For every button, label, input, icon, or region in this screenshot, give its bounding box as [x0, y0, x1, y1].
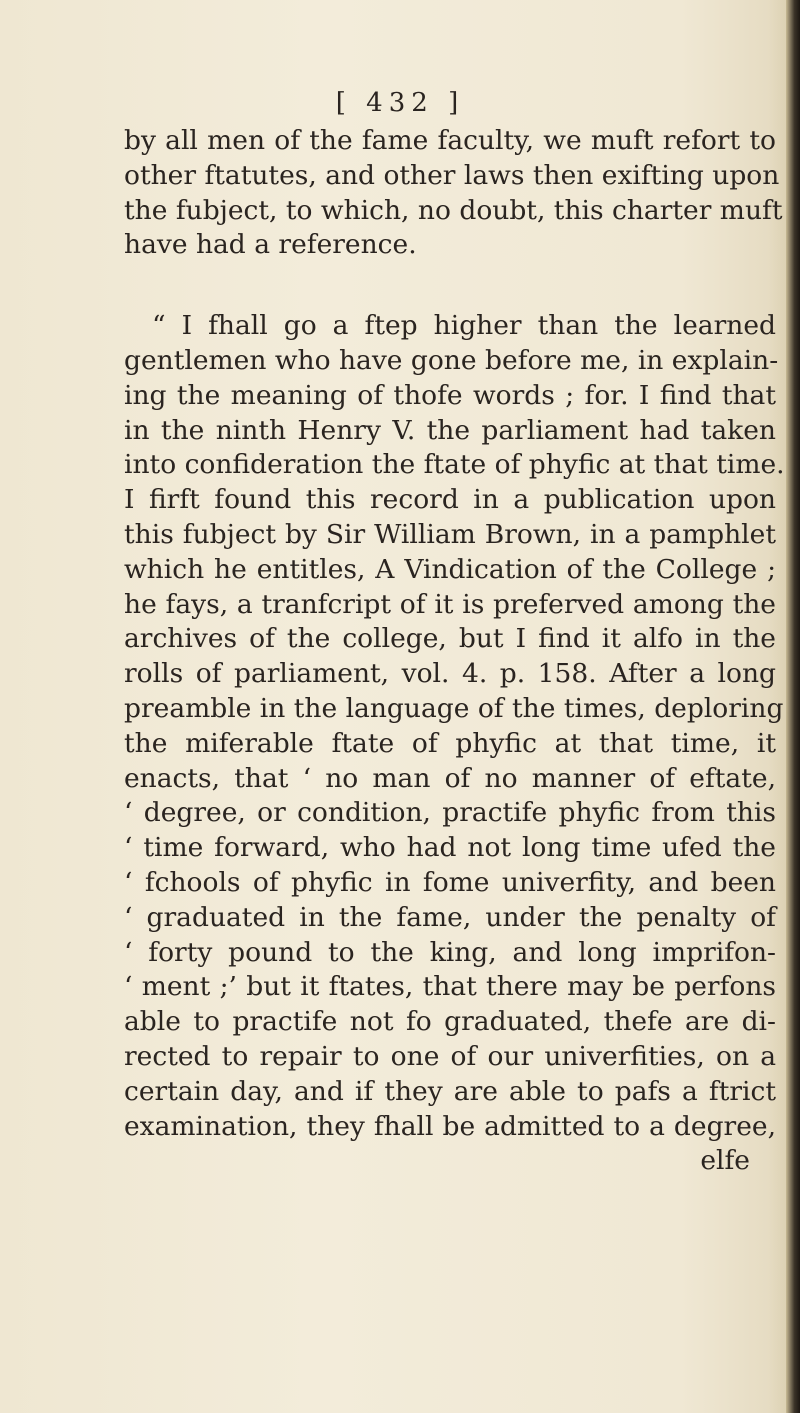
paragraph-1 — [124, 124, 783, 263]
text-line: this fubject by Sir William Brown, in a pamphlet — [124, 518, 776, 550]
text-line: by all men of the fame faculty, we muft refort to — [124, 125, 776, 156]
text-line: “ I fhall go a ftep higher than the learned — [152, 310, 776, 342]
text-line: ‘ graduated in the fame, under the penalty of — [124, 901, 776, 933]
text-line: ‘ ment ;’ but it ftates, that there may be perfons — [124, 971, 776, 1003]
text-line: ‘ degree, or condition, practife phyfic from this — [124, 797, 776, 829]
text-line: ing the meaning of thofe words ; for. I find that — [124, 379, 776, 411]
text-line: gentlemen who have gone before me, in explain- — [124, 344, 779, 376]
text-line: have had a reference. — [124, 229, 417, 261]
text-line: in the ninth Henry V. the parliament had taken — [124, 414, 776, 446]
text-line: rolls of parliament, vol. 4. p. 158. After a long — [124, 658, 776, 690]
body-text — [124, 124, 785, 1179]
text-line: ‘ fchools of phyfic in fome univerfity, and been — [124, 866, 776, 898]
text-line: which he entitles, A Vindication of the College ; — [124, 553, 776, 585]
text-line: into confideration the ftate of phyfic at that time. — [124, 449, 785, 481]
text-line: other ftatutes, and other laws then exifting upon — [124, 159, 780, 191]
text-line: I firft found this record in a publication upon — [124, 484, 776, 516]
text-line: enacts, that ‘ no man of no manner of eftate, — [124, 762, 776, 794]
text-line: rected to repair to one of our univerfities, on a — [124, 1040, 776, 1072]
text-line: ‘ time forward, who had not long time ufed the — [124, 832, 776, 864]
text-line: he fays, a tranfcript of it is preferved among the — [124, 588, 776, 620]
text-line: the fubject, to which, no doubt, this charter muft — [124, 194, 783, 226]
text-line: preamble in the language of the times, deploring — [124, 692, 784, 724]
paragraph-2 — [124, 309, 785, 1144]
text-line: archives of the college, but I find it alfo in the — [124, 623, 776, 655]
text-line: the miferable ftate of phyfic at that time, it — [124, 727, 776, 759]
text-line: ‘ forty pound to the king, and long imprifon- — [124, 936, 776, 968]
catchword: elfe — [700, 1145, 750, 1177]
text-line: examination, they fhall be admitted to a degree, — [124, 1110, 776, 1142]
page-number: [ 432 ] — [335, 88, 465, 118]
text-line: certain day, and if they are able to pafs a ftrict — [124, 1075, 776, 1107]
text-line: able to practife not fo graduated, thefe are di- — [124, 1006, 776, 1038]
page-edge-shadow — [786, 0, 800, 1413]
